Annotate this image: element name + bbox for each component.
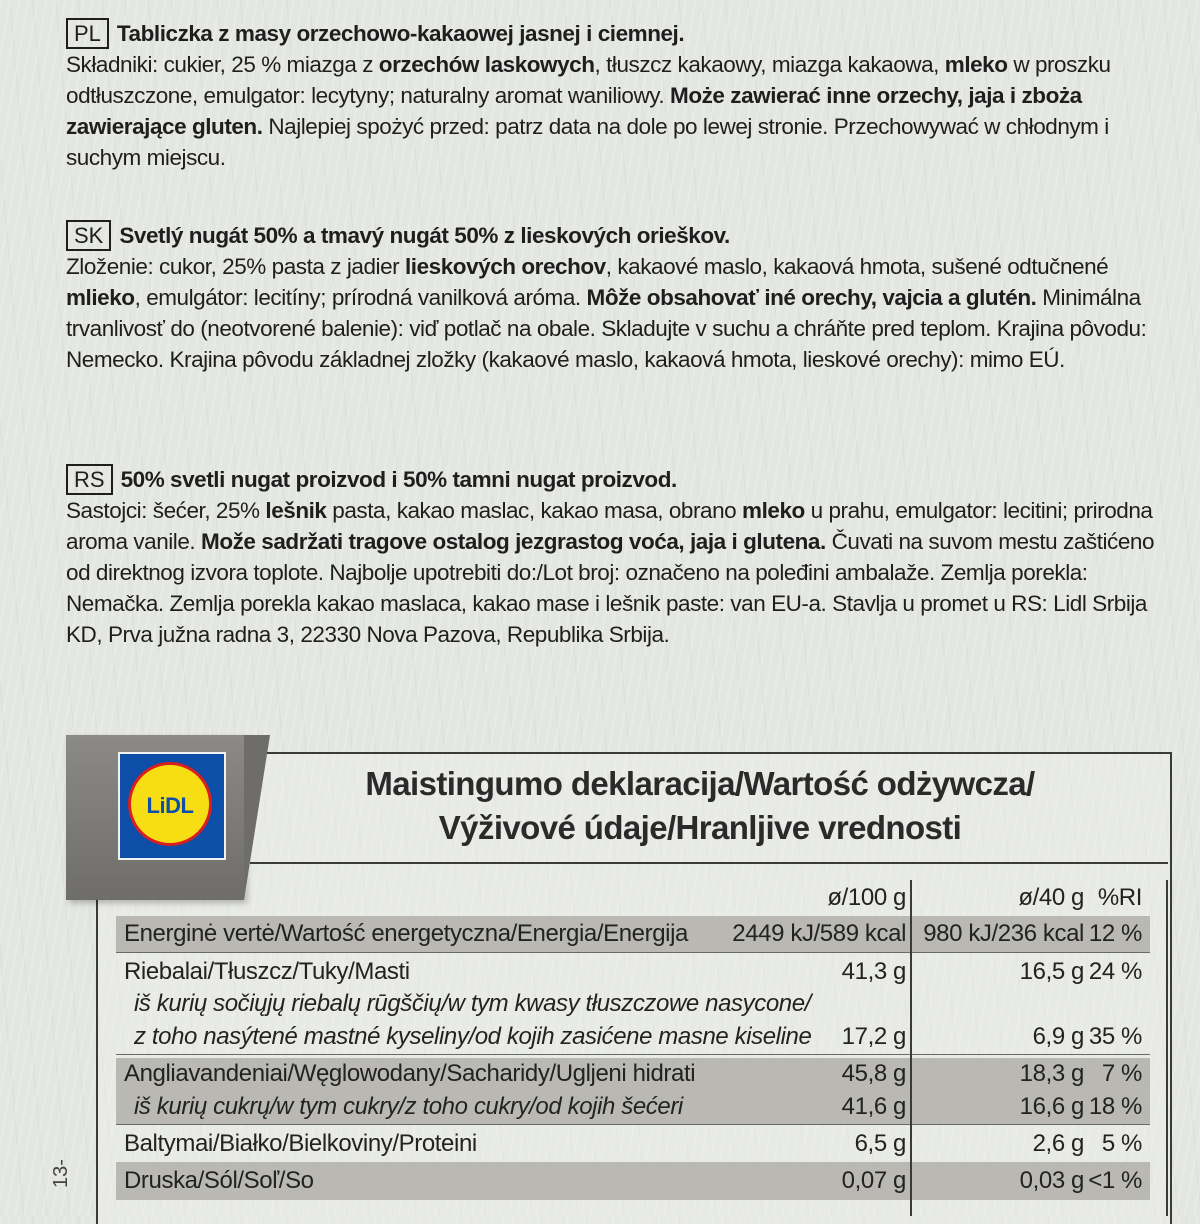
row-divider <box>116 952 1150 953</box>
lidl-logo <box>118 752 226 860</box>
bold-run: mleko <box>944 52 1008 77</box>
value-ri: 24 % <box>1088 958 1142 985</box>
nutrition-title-line2: Výživové údaje/Hranljive vrednosti <box>438 809 962 846</box>
text-run: w proszku odtłuszczone, emulgator: lecytyny; naturalny aromat waniliowy. <box>66 52 1111 108</box>
rs-heading <box>66 464 1176 495</box>
value-per-40g: 18,3 g <box>1019 1060 1084 1087</box>
value-per-100g: 45,8 g <box>841 1060 906 1087</box>
nutrient-label: Baltymai/Białko/Bielkoviny/Proteini <box>124 1130 477 1157</box>
nutrient-label: z toho nasýtené mastné kyseliny/od kojih zasićene masne kiseline <box>134 1023 812 1050</box>
section-pl <box>66 18 1176 173</box>
sk-body <box>66 251 1176 375</box>
text-run: Sastojci: šećer, 25% <box>66 498 266 523</box>
bold-run: Może zawierać inne orzechy, jaja i zboża zawierające gluten. <box>66 83 1082 139</box>
bold-run: mleko <box>742 498 805 523</box>
side-number: 13- <box>50 1159 72 1188</box>
pl-heading <box>66 18 1176 49</box>
text-run: pasta, kakao maslac, kakao masa, obrano <box>326 498 743 523</box>
value-ri: 7 % <box>1101 1060 1142 1087</box>
nutrient-label: Riebalai/Tłuszcz/Tuky/Masti <box>124 958 410 985</box>
header-per-40g: ø/40 g <box>1018 884 1084 911</box>
value-per-40g: 16,6 g <box>1019 1093 1084 1120</box>
nutrition-row <box>116 1058 1150 1090</box>
value-per-100g: 17,2 g <box>841 1023 906 1050</box>
lidl-logo-circle <box>128 762 212 846</box>
row-divider <box>116 1054 1150 1055</box>
nutrition-row <box>116 956 1150 988</box>
pl-body <box>66 49 1176 173</box>
nutrient-label: Energinė vertė/Wartość energetyczna/Energia/Energija <box>124 920 688 947</box>
column-divider-right <box>1166 880 1168 1216</box>
header-ri: %RI <box>1097 884 1142 911</box>
nutrition-row <box>116 988 1150 1020</box>
pl-language-code: PL <box>66 18 109 49</box>
bold-run: lieskových orechov <box>405 254 606 279</box>
text-run: Čuvati na suvom mestu zaštićeno od direktnog izvora toplote. Najbolje upotrebiti do:/Lot broj: označeno na poleđini ambalaže. Zemlja porekla: Nemačka. Zemlja porekla kakao maslaca, kakao mase i lešnik paste: van EU-a. Stavlja u promet u RS: Lidl Srbija KD, Prva južna radna 3, 22330 Nova Pazova, Republika Srbija. <box>66 529 1155 647</box>
lidl-logo-text: LiDL <box>146 793 194 818</box>
nutrient-label: iš kurių sočiųjų riebalų rūgščių/w tym kwasy tłuszczowe nasycone/ <box>134 990 811 1017</box>
section-rs <box>66 464 1176 650</box>
nutrient-label: Angliavandeniai/Węglowodany/Sacharidy/Ugljeni hidrati <box>124 1060 696 1087</box>
section-sk <box>66 220 1176 375</box>
value-per-40g: 980 kJ/236 kcal <box>923 920 1084 947</box>
column-divider-100g <box>910 880 912 1216</box>
value-ri: 12 % <box>1088 920 1142 947</box>
value-per-100g: 41,3 g <box>841 958 906 985</box>
title-divider <box>250 862 1168 864</box>
nutrition-row <box>116 1090 1150 1124</box>
value-per-40g: 16,5 g <box>1019 958 1084 985</box>
value-per-100g: 6,5 g <box>854 1130 906 1157</box>
value-per-40g: 6,9 g <box>1032 1023 1084 1050</box>
row-divider <box>116 1124 1150 1125</box>
value-per-100g: 41,6 g <box>841 1093 906 1120</box>
value-ri: <1 % <box>1088 1167 1142 1194</box>
sk-language-code: SK <box>66 220 111 251</box>
value-per-40g: 0,03 g <box>1019 1167 1084 1194</box>
nutrition-row <box>116 1162 1150 1200</box>
sk-heading <box>66 220 1176 251</box>
value-ri: 35 % <box>1088 1023 1142 1050</box>
sk-title: Svetlý nugát 50% a tmavý nugát 50% z lieskových orieškov. <box>119 223 730 248</box>
rs-title: 50% svetli nugat proizvod i 50% tamni nugat proizvod. <box>120 467 677 492</box>
nutrition-row <box>116 1126 1150 1162</box>
rs-language-code: RS <box>66 464 113 495</box>
value-ri: 18 % <box>1088 1093 1142 1120</box>
nutrition-title <box>250 762 1150 850</box>
text-run: , tłuszcz kakaowy, miazga kakaowa, <box>594 52 945 77</box>
nutrition-row <box>116 916 1150 952</box>
nutrient-label: iš kurių cukrų/w tym cukry/z toho cukry/od kojih šećeri <box>134 1093 683 1120</box>
nutrition-row <box>116 1020 1150 1054</box>
header-per-100g: ø/100 g <box>827 884 906 911</box>
text-run: , kakaové maslo, kakaová hmota, sušené odtučnené <box>605 254 1109 279</box>
bold-run: Može sadržati tragove ostalog jezgrastog voća, jaja i glutena. <box>201 529 826 554</box>
text-run: Najlepiej spożyć przed: patrz data na dole po lewej stronie. Przechowywać w chłodnym i suchym miejscu. <box>66 114 1109 170</box>
nutrition-header-row <box>116 884 1150 914</box>
bold-run: Môže obsahovať iné orechy, vajcia a glutén. <box>586 285 1037 310</box>
nutrition-title-line1: Maistingumo deklaracija/Wartość odżywcza/ <box>365 765 1035 802</box>
nutrient-label: Druska/Sól/Soľ/So <box>124 1167 314 1194</box>
text-run: , emulgátor: lecitíny; prírodná vanilková aróma. <box>134 285 587 310</box>
text-run: Minimálna trvanlivosť do (neotvorené balenie): viď potlač na obale. Skladujte v suchu a chráňte pred teplom. Krajina pôvodu: Nemecko. Krajina pôvodu základnej zložky (kakaové maslo, kakaová hmota, lieskové orechy): mimo EÚ. <box>66 285 1147 372</box>
value-per-40g: 2,6 g <box>1032 1130 1084 1157</box>
text-run: Zloženie: cukor, 25% pasta z jadier <box>66 254 405 279</box>
rs-body <box>66 495 1176 650</box>
bold-run: orzechów laskowych <box>378 52 595 77</box>
bold-run: lešnik <box>265 498 327 523</box>
value-per-100g: 0,07 g <box>841 1167 906 1194</box>
text-run: u prahu, emulgator: lecitini; prirodna aroma vanile. <box>66 498 1153 554</box>
pl-title: Tabliczka z masy orzechowo-kakaowej jasnej i ciemnej. <box>116 21 685 46</box>
bold-run: mlieko <box>66 285 135 310</box>
value-ri: 5 % <box>1101 1130 1142 1157</box>
value-per-100g: 2449 kJ/589 kcal <box>732 920 906 947</box>
text-run: Składniki: cukier, 25 % miazga z <box>66 52 379 77</box>
